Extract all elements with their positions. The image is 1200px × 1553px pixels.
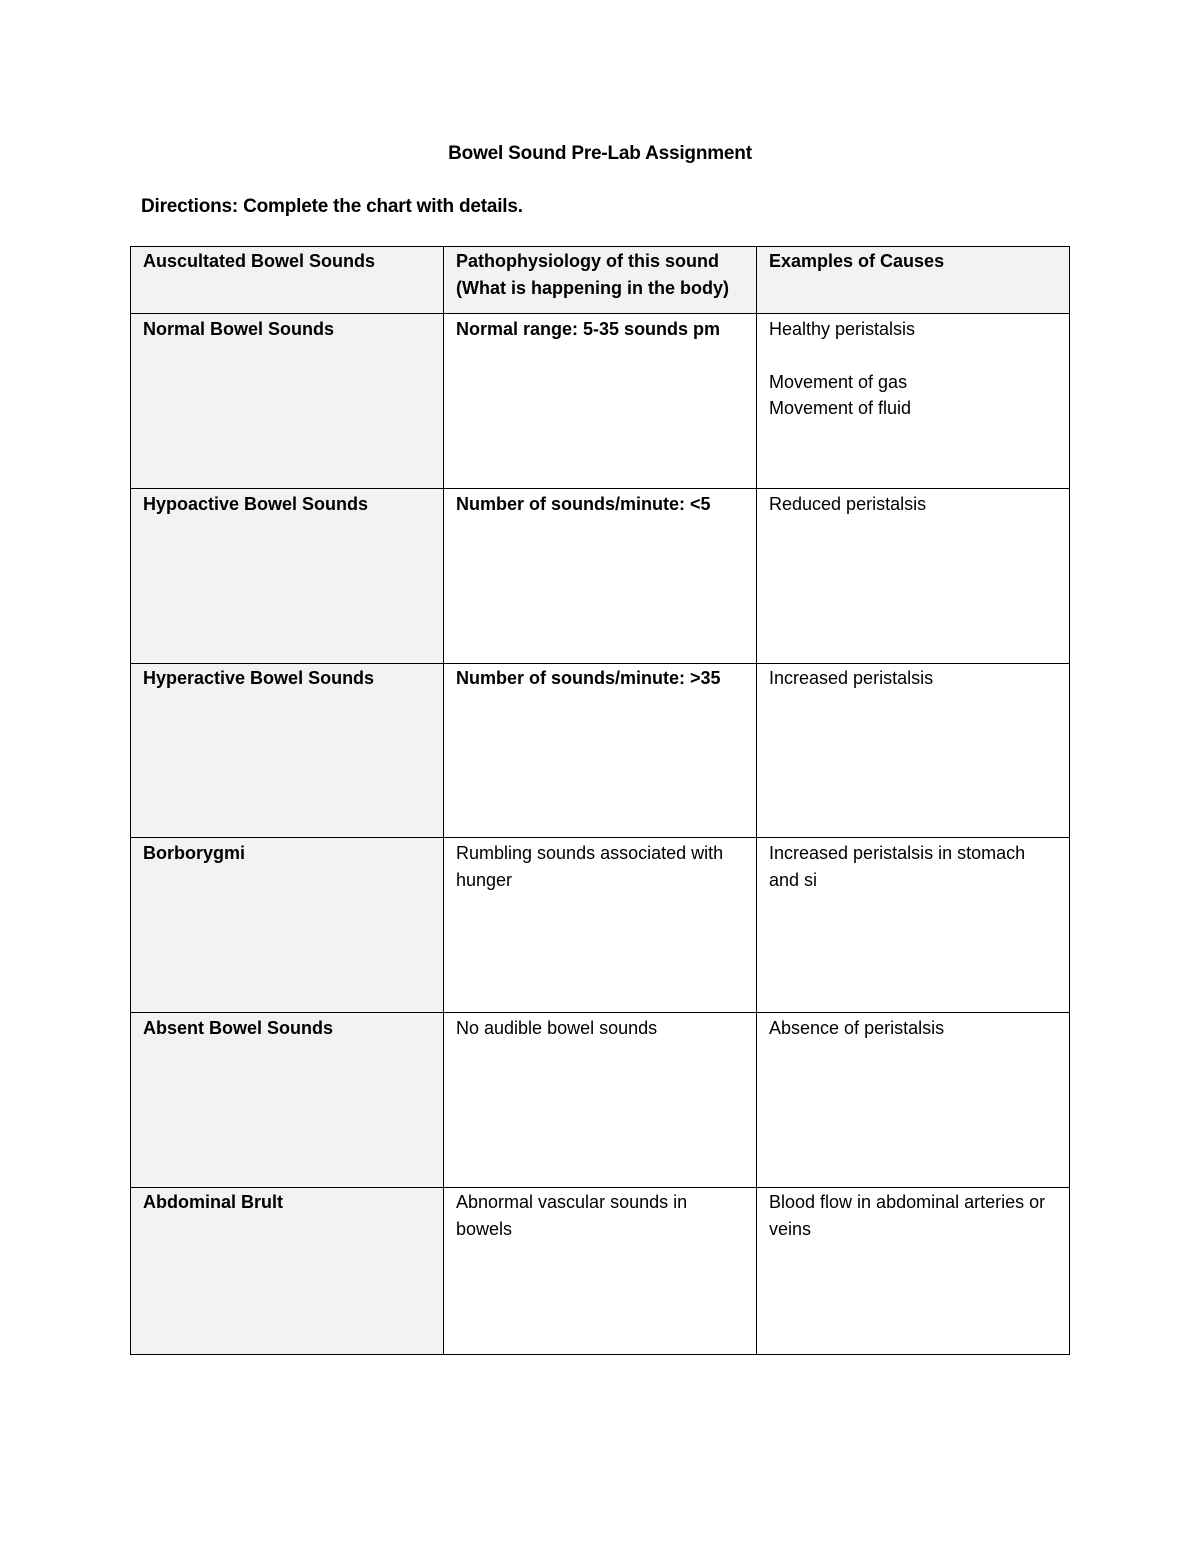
sound-cell xyxy=(131,314,444,489)
patho-text: Rumbling sounds associated with hunger xyxy=(456,843,724,890)
patho-text: Number of sounds/minute: >35 xyxy=(456,668,721,688)
sound-name: Absent Bowel Sounds xyxy=(143,1018,334,1038)
causes-cell xyxy=(757,314,1070,489)
causes-cell xyxy=(757,1188,1070,1355)
sound-cell xyxy=(131,1013,444,1188)
cause-item: Movement of gas xyxy=(769,371,908,392)
cause-item: Blood flow in abdominal arteries or veins xyxy=(769,1192,1046,1239)
causes-cell xyxy=(757,489,1070,664)
header-patho-label: Pathophysiology of this sound xyxy=(456,251,719,271)
cause-item: Reduced peristalsis xyxy=(769,494,927,514)
sound-cell xyxy=(131,489,444,664)
patho-text: No audible bowel sounds xyxy=(456,1018,658,1038)
header-patho xyxy=(444,247,757,314)
patho-cell xyxy=(444,664,757,838)
sound-cell xyxy=(131,1188,444,1355)
header-causes-label: Examples of Causes xyxy=(769,251,945,271)
header-sound xyxy=(131,247,444,314)
sound-name: Hypoactive Bowel Sounds xyxy=(143,494,369,514)
cause-item: Movement of fluid xyxy=(769,398,912,418)
table-row xyxy=(131,664,1070,838)
table-row xyxy=(131,489,1070,664)
sound-name: Borborygmi xyxy=(143,843,246,863)
patho-cell xyxy=(444,838,757,1013)
patho-text: Normal range: 5-35 sounds pm xyxy=(456,319,721,339)
cause-item: Increased peristalsis in stomach and si xyxy=(769,843,1026,890)
table-row xyxy=(131,1188,1070,1355)
bowel-sound-chart xyxy=(130,246,1070,1355)
table-row xyxy=(131,314,1070,489)
causes-cell xyxy=(757,838,1070,1013)
directions-text: Directions: Complete the chart with details. xyxy=(141,196,523,217)
page-title: Bowel Sound Pre-Lab Assignment xyxy=(448,143,752,164)
cause-item: Healthy peristalsis xyxy=(769,319,916,339)
header-sound-label: Auscultated Bowel Sounds xyxy=(143,251,376,271)
sound-cell xyxy=(131,838,444,1013)
patho-cell xyxy=(444,1013,757,1188)
patho-text: Abnormal vascular sounds in bowels xyxy=(456,1192,688,1239)
table-row xyxy=(131,838,1070,1013)
sound-name: Hyperactive Bowel Sounds xyxy=(143,668,375,688)
cause-item: Increased peristalsis xyxy=(769,668,934,688)
header-causes xyxy=(757,247,1070,314)
causes-cell xyxy=(757,664,1070,838)
causes-cell xyxy=(757,1013,1070,1188)
patho-cell xyxy=(444,1188,757,1355)
header-patho-sublabel: (What is happening in the body) xyxy=(456,277,729,298)
sound-name: Abdominal Brult xyxy=(143,1192,283,1212)
cause-item: Absence of peristalsis xyxy=(769,1018,945,1038)
sound-name: Normal Bowel Sounds xyxy=(143,319,335,339)
table-header-row xyxy=(131,247,1070,314)
patho-cell xyxy=(444,489,757,664)
patho-cell xyxy=(444,314,757,489)
sound-cell xyxy=(131,664,444,838)
patho-text: Number of sounds/minute: <5 xyxy=(456,494,711,514)
table-row xyxy=(131,1013,1070,1188)
